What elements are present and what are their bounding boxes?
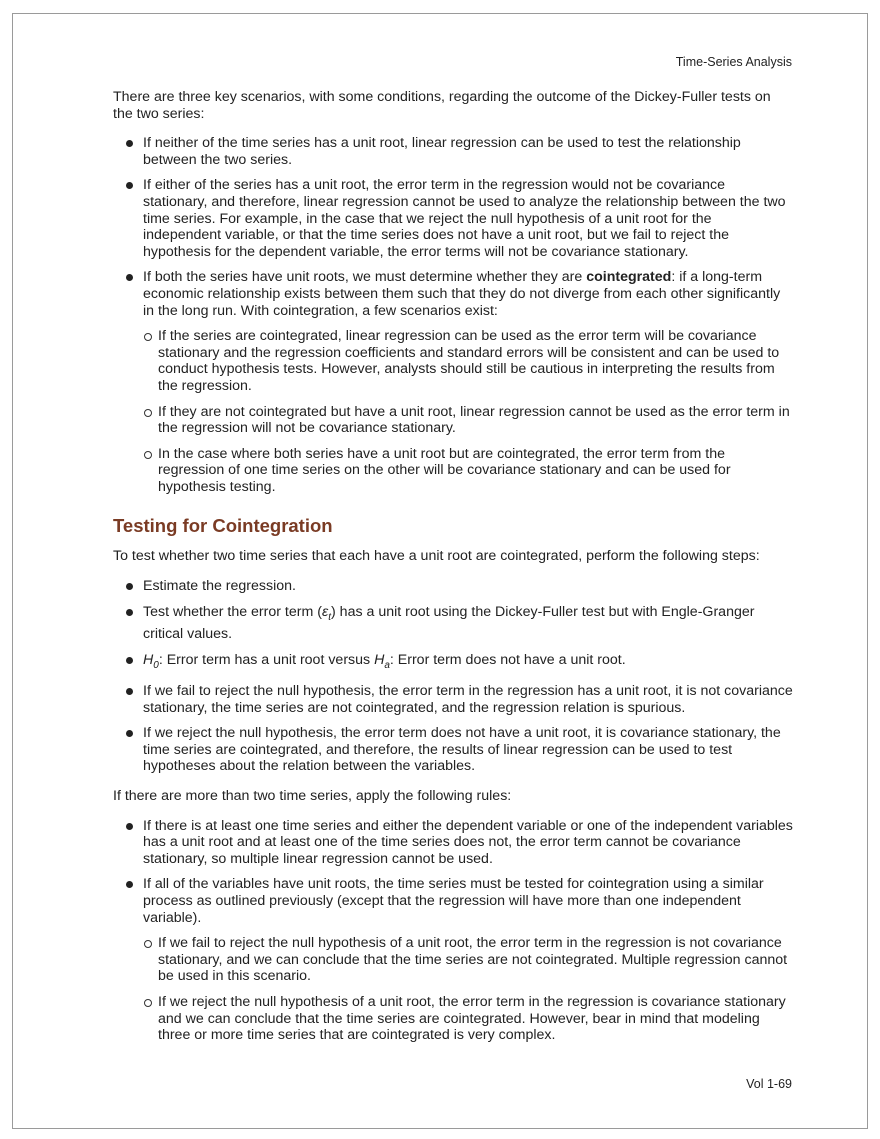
text: : Error term has a unit root versus (158, 651, 375, 668)
list-item (113, 652, 793, 674)
text: : Error term does not have a unit root. (389, 651, 626, 668)
text: ) has a unit root using the Dickey-Fuller test but with Engle-Granger critical values. (143, 603, 755, 643)
h0-symbol (143, 651, 159, 671)
sub-list-item: If the series are cointegrated, linear regression can be used as the error term will be covariance stationary and the regression coefficients and standard errors will be consistent and can be used to conduct hypothesis tests. However, analysts should still be cautious in interpreting the results from the regression. (143, 328, 793, 394)
sub-list (143, 328, 793, 495)
sub-list-item: In the case where both series have a unit root but are cointegrated, the error term from the regression of one time series on the other will be covariance stationary and can be used for hypothesis testing. (143, 446, 793, 496)
symbol: H (374, 651, 385, 668)
section-heading: Testing for Cointegration (113, 515, 333, 537)
sub-list-item: If we reject the null hypothesis of a unit root, the error term in the regression is covariance stationary and we can conclude that the time series are cointegrated. However, bear in mind that modeling three or more time series that are cointegrated is very complex. (143, 994, 793, 1044)
sub-list-item: If they are not cointegrated but have a unit root, linear regression cannot be used as the error term in the regression will not be covariance stationary. (143, 404, 793, 437)
list-item: If either of the series has a unit root, the error term in the regression would not be covariance stationary, and therefore, linear regression cannot be used to analyze the relationship between the two time series. For example, in the case that we reject the null hypothesis of a unit root for the independent variable, or that the time series does not have a unit root, but we fail to reject the hypothesis for the dependent variable, the error terms will not be covariance stationary. (113, 177, 793, 260)
sub-list (143, 935, 793, 1044)
text: If both the series have unit roots, we must determine whether they are (143, 269, 587, 286)
section-intro: To test whether two time series that each have a unit root are cointegrated, perform the following steps: (113, 548, 760, 565)
multi-series-intro: If there are more than two time series, apply the following rules: (113, 788, 512, 805)
steps-list (113, 578, 793, 775)
epsilon-symbol (321, 603, 332, 623)
ha-symbol (374, 651, 390, 671)
list-item (113, 876, 793, 1043)
subscript: t (328, 611, 332, 623)
list-item (113, 604, 793, 643)
text: : if a long-term economic relationship exists between them such that they do not diverge from each other significantly in the long run. With cointegration, a few scenarios exist: (143, 269, 781, 319)
list-item: If neither of the time series has a unit root, linear regression can be used to test the relationship between the two series. (113, 135, 793, 168)
text: Test whether the error term ( (143, 603, 322, 620)
list-item: If there is at least one time series and either the dependent variable or one of the independent variables has a unit root and at least one of the time series does not, the error term cannot be covariance stationary, so multiple linear regression cannot be used. (113, 818, 793, 868)
rules-list (113, 818, 793, 1044)
subscript: a (384, 659, 390, 671)
symbol: H (143, 651, 154, 668)
sub-list-item: If we fail to reject the null hypothesis of a unit root, the error term in the regression is not covariance stationary, and we can conclude that the time series are not cointegrated. Multiple regression cannot be used in this scenario. (143, 935, 793, 985)
running-header: Time-Series Analysis (675, 55, 792, 69)
scenario-list (113, 135, 793, 495)
list-item (113, 269, 793, 495)
text: If all of the variables have unit roots, the time series must be tested for cointegration using a similar process as outlined previously (except that the regression will have more than one independent variable). (143, 876, 764, 926)
list-item: If we reject the null hypothesis, the error term does not have a unit root, it is covariance stationary, the time series are cointegrated, and therefore, the results of linear regression can be used to test hypotheses about the relation between the variables. (113, 725, 793, 775)
intro-paragraph: There are three key scenarios, with some conditions, regarding the outcome of the Dickey-Fuller tests on the two series: (113, 89, 771, 122)
list-item: Estimate the regression. (113, 578, 793, 595)
page-number: Vol 1-69 (746, 1077, 792, 1091)
term-cointegrated: cointegrated (586, 269, 672, 286)
subscript: 0 (153, 659, 159, 671)
symbol: ε (321, 603, 329, 620)
list-item: If we fail to reject the null hypothesis, the error term in the regression has a unit root, it is not covariance stationary, the time series are not cointegrated, and the regression relation is spurious. (113, 683, 793, 716)
page-content (113, 89, 793, 1057)
